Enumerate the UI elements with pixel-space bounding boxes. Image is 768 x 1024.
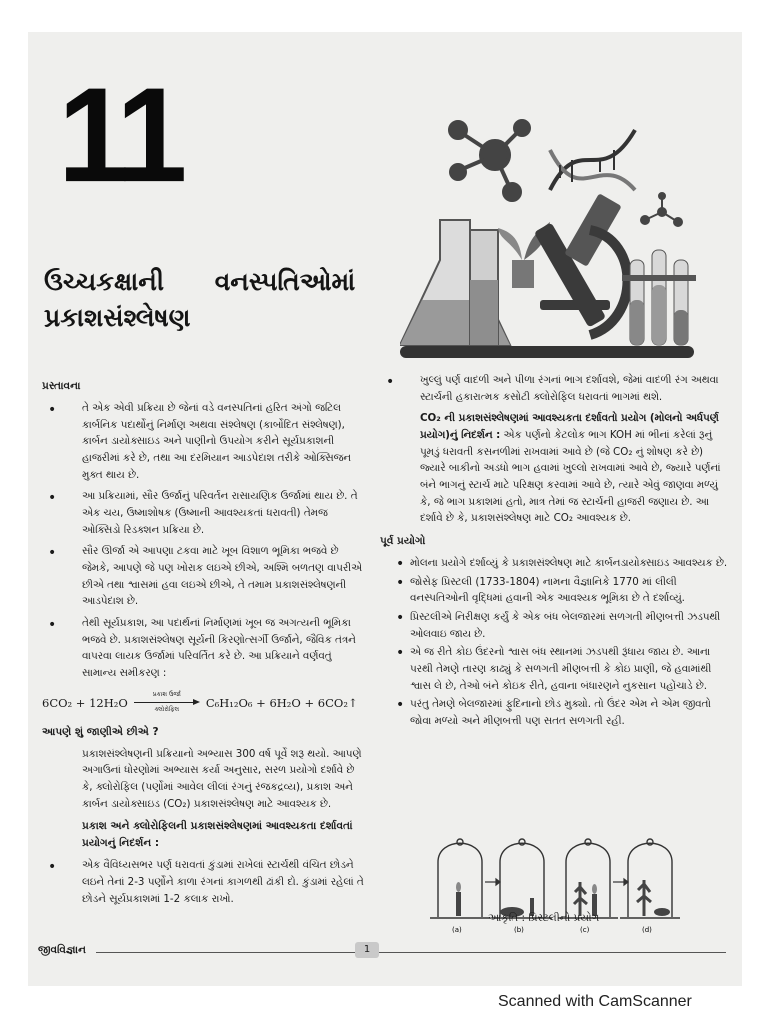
intro-para-2: • આ પ્રક્રિયામાં, સૌર ઉર્જાનું પરિવર્તન રાસાયણિક ઉર્જામાં થાય છે. તે એક ચય, ઉષ્માશોષક (ઉષ્માની આવશ્યકતાં ધરાવતી) તેમજ ઓક્સિડો રિડક્શન પ્રક્રિયા છે.	[42, 488, 368, 538]
prior-heading: પૂર્વ પ્રયોગો	[380, 535, 426, 548]
footer-rule	[96, 952, 726, 953]
equation-rhs: C₆H₁₂O₆ + 6H₂O + 6CO₂↑	[205, 696, 358, 711]
photosynthesis-equation	[42, 690, 368, 714]
title-line-1: ઉચ્ચકક્ષાની વનસ્પતિઓમાં	[44, 267, 356, 296]
lab-illustration	[400, 110, 700, 370]
right-para-1: • ખુલ્લું પર્ણ વાદળી અને પીળા રંગનાં ભાગ દર્શાવશે, જેમાં વાદળી રંગ અથવા સ્ટાર્ચની હકારાત્મક કસોટી ક્લોરોફિલ ધરાવતાં ભાગમાં થશે.	[380, 372, 730, 405]
small-molecule-icon	[641, 193, 682, 226]
right-column	[380, 372, 730, 732]
arrow-label-top: પ્રકાશ ઉર્જા	[152, 690, 181, 698]
prior-bullet-5: • પરંતુ તેમણે બેલજારમાં ફુદિનાનો છોડ મુક્યો. તો ઉંદર એમ ને એમ જીવતો જોવા મળ્યો અને મીણબત્તી પણ સતત સળગતી રહી.	[380, 696, 730, 729]
intro-para-1: • તે એક એવી પ્રક્રિયા છે જેનાં વડે વનસ્પતિનાં હરિત અંગો જટિલ કાર્બનિક પદાર્થોનું નિર્માણ અથવા સંશ્લેષણ (કાર્બોદિત સંશ્લેષણ), કાર્બન ડાયોક્સાઇડ અને પાણીનો ઉપયોગ કરીને સૂર્યપ્રકાશની હાજરીમાં કરે છે, તથા આ દરમિયાન આડપેદાશ તરીકે ઓક્સિજન મુક્ત થાય છે.	[42, 400, 368, 483]
intro-para-3: • સૌર ઊર્જા એ આપણા ટકવા માટે ખૂબ વિશાળ ભૂમિકા ભજવે છે જેમકે, આપણે જે પણ ખોરાક લઇએ છીએ, અશ્મિ બળતણ વાપરીએ છીએ તથા શ્વાસમાં હવા લઇએ છીએ, તે તમામ પ્રકાશસંશ્લેષણની આડપેદાશ છે.	[42, 543, 368, 610]
scanner-watermark: Scanned with CamScanner	[498, 993, 692, 1010]
figure-caption: આકૃતિ : પ્રિસ્ટલીનો પ્રયોગ	[488, 912, 600, 924]
bell-jar-d	[628, 843, 672, 917]
candle-a	[456, 892, 461, 916]
intro-heading: પ્રસ્તાવના	[42, 380, 81, 392]
co2-heading: CO₂ ની પ્રકાશસંશ્લેષણમાં આવશ્યકતા દર્શાવતો પ્રયોગ (મોલનો અર્ધપર્ણ પ્રયોગ)નું નિદર્શન :	[420, 412, 719, 442]
mouse-d	[654, 908, 670, 916]
fig-label-d: (d)	[642, 926, 652, 934]
bell-jar-b	[500, 843, 544, 917]
test-tubes-icon	[622, 250, 696, 345]
mint-plant-d	[637, 880, 651, 916]
prior-bullet-3: • પ્રિસ્ટલીએ નિરીક્ષણ કર્યું કે એક બંધ બેલજારમાં સળગતી મીણબત્તી ઝડપથી ઓલવાઇ જાય છે.	[380, 609, 730, 642]
mint-plant-c	[574, 882, 587, 916]
bell-jar-c	[566, 843, 610, 917]
prior-bullet-1: • મોલના પ્રયોગે દર્શાવ્યું કે પ્રકાશસંશ્લેષણ માટે કાર્બનડાયોક્સાઇડ આવશ્યક છે.	[380, 555, 730, 572]
title-line-2: પ્રકાશસંશ્લેષણ	[44, 303, 191, 333]
book-page	[28, 32, 742, 986]
equation-arrow	[132, 690, 202, 714]
left-column	[42, 372, 368, 912]
prior-bullet-2: • જોસેફ પ્રિસ્ટલી (1733-1804) નામના વૈજ્ઞાનિકે 1770 માં લીલી વનસ્પતિઓની વૃદ્ધિમાં હવાની એક આવશ્યક ભૂમિકા છે તે દર્શાવ્યું.	[380, 574, 730, 607]
know-text: પ્રકાશસંશ્લેષણની પ્રક્રિયાનો અભ્યાસ 300 વર્ષ પૂર્વે શરૂ થયો. આપણે અગાઉનાં ધોરણોમાં અભ્યાસ કર્યા અનુસાર, સરળ પ્રયોગો દર્શાવે છે કે, ક્લોરોફિલ (પર્ણોમાં આવેલ લીલાં રંગનું રંજકદ્રવ્ય), પ્રકાશ અને કાર્બન ડાયોક્સાઇડ (CO₂) પ્રકાશસંશ્લેષણ માટે આવશ્યક છે.	[82, 747, 362, 810]
co2-text: એક પર્ણનો કેટલોક ભાગ KOH માં ભીનાં કરેલાં રૂનું પૂમડું ધરાવતી કસનળીમાં રાખવામાં આવે છે (જે CO₂ નું શોષણ કરે છે) જ્યારે બાકીનો અડધો ભાગ હવામાં ખુલ્લો રાખવામાં આવે છે, જ્યારે પર્ણનાં બંને ભાગનું સ્ટાર્ચ માટે પરિક્ષણ કરવામાં આવે છે, ત્યારે એવું જાણવા મળ્યું કે, જે ભાગ પ્રકાશમાં હતો, માત્ર તેમાં જ સ્ટાર્ચની હાજરી જણાય છે. આ દર્શાવે છે કે, પ્રકાશસંશ્લેષણ માટે CO₂ આવશ્યક છે.	[420, 429, 721, 525]
chapter-title	[44, 264, 355, 337]
know-heading: આપણે શું જાણીએ છીએ ?	[42, 725, 159, 738]
dna-icon	[550, 130, 635, 190]
footer-subject: જીવવિજ્ઞાન	[38, 944, 86, 956]
microscope-icon	[534, 193, 628, 335]
co2-experiment	[380, 410, 730, 527]
equation-lhs: 6CO₂ + 12H₂O	[42, 696, 128, 711]
molecule-icon	[450, 121, 529, 200]
page-number: 1	[355, 942, 379, 958]
chapter-number: 11	[58, 60, 182, 211]
fig-label-c: (c)	[580, 926, 590, 934]
flask-icon	[400, 220, 510, 345]
experiment-heading: પ્રકાશ અને ક્લોરોફિલની પ્રકાશસંશ્લેષણમાં આવશ્યકતા દર્શાવતાં પ્રયોગનું નિદર્શન :	[82, 820, 353, 850]
intro-para-4: • તેથી સૂર્યપ્રકાશ, આ પદાર્થનાં નિર્માણમાં ખૂબ જ અગત્યની ભૂમિકા ભજવે છે. પ્રકાશસંશ્લેષણ સૂર્યની કિરણોત્સર્ગી ઉર્જાને, જૈવિક તંત્રને વાપરવા લાયક ઉર્જામાં પરિવર્તિત કરે છે. આ પ્રક્રિયાને વર્ણવતું સામાન્ય સમીકરણ :	[42, 615, 368, 682]
experiment-text: • એક વૈવિધ્યસભર પર્ણ ધરાવતાં કુંડામાં રાખેલાં સ્ટાર્ચથી વંચિત છોડને લઇને તેનાં 2-3 પર્ણોને કાળા રંગનાં કાગળથી ઢાંકી દો. કુંડામાં રહેલાં તે છોડને સૂર્યપ્રકાશમાં 1-2 કલાક રાખો.	[42, 857, 368, 907]
fig-label-b: (b)	[514, 926, 524, 934]
prior-bullet-4: • એ જ રીતે કોઇ ઉંદરનો શ્વાસ બંધ સ્થાનમાં ઝડપથી રૂંધાય જાય છે. આના પરથી તેમણે તારણ કાઢ્યું કે સળગતી મીણબત્તી કે કોઇ પ્રાણી, જે હવામાંથી શ્વાસ લે છે, તેઓ બંને કોઇક રીતે, હવાના બંધારણને નુકસાન પહોંચાડે છે.	[380, 644, 730, 694]
arrow-label-bottom: ક્લોરોફિલ	[154, 705, 180, 713]
fig-label-a: (a)	[452, 926, 462, 934]
lab-bench	[400, 346, 694, 358]
